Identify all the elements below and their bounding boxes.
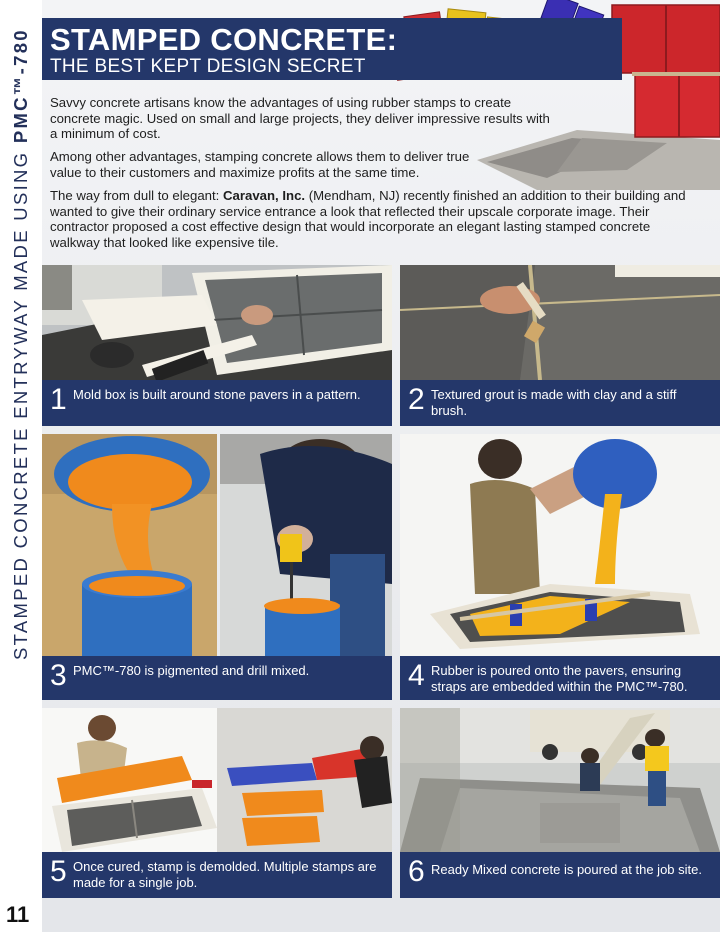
main-content: [42, 0, 720, 932]
step-4-number: 4: [408, 659, 425, 692]
step-4-text: Rubber is poured onto the pavers, ensuring straps are embedded within the PMC™-780.: [431, 663, 688, 694]
step-6-number: 6: [408, 855, 425, 888]
step-1-number: 1: [50, 383, 67, 416]
step-2-number: 2: [408, 383, 425, 416]
intro-paragraph-1: Savvy concrete artisans know the advantages of using rubber stamps to create concrete magic. Used on small and large projects, they deliver impressive results with a minimum of cost.: [50, 95, 550, 141]
page-number: 11: [6, 902, 30, 927]
sidebar: [0, 0, 42, 932]
photo-step-2: [400, 265, 720, 380]
intro-paragraph-2: Among other advantages, stamping concrete allows them to deliver true value to their customers and maximize profits at the same time.: [50, 149, 470, 180]
step-5-text: Once cured, stamp is demolded. Multiple stamps are made for a single job.: [73, 859, 377, 890]
caption-step-4: [400, 656, 720, 700]
step-3-text: PMC™-780 is pigmented and drill mixed.: [73, 663, 310, 678]
photo-step-3-pour: [42, 434, 217, 656]
step-6-text: Ready Mixed concrete is poured at the job site.: [431, 862, 702, 877]
caption-step-3: [42, 656, 392, 700]
vertical-title: [10, 10, 32, 660]
step-3-number: 3: [50, 659, 67, 692]
photo-step-4: [400, 434, 720, 656]
intro-p3-rest: (Mendham, NJ) recently finished an addition to their building and wanted to give their ordinary service entrance a look that reflected their upscale corporate image. Their contractor proposed a cost effective design that would incorporate an elegant lasting stamped concrete walkway that looked like expensive tile.: [50, 188, 686, 250]
vertical-title-main: STAMPED CONCRETE ENTRYWAY MADE USING: [10, 143, 31, 660]
page-title: STAMPED CONCRETE:: [50, 22, 398, 57]
caption-step-2: [400, 380, 720, 426]
step-5-number: 5: [50, 855, 67, 888]
intro-p3-lead: The way from dull to elegant:: [50, 188, 223, 203]
step-2-text: Textured grout is made with clay and a stiff brush.: [431, 387, 677, 418]
title-banner: [42, 18, 622, 80]
step-1-text: Mold box is built around stone pavers in a pattern.: [73, 387, 361, 402]
caption-step-5: [42, 852, 392, 898]
vertical-title-product: PMC™-780: [10, 28, 31, 144]
photo-step-1: [42, 265, 392, 380]
intro-p3-company: Caravan, Inc.: [223, 188, 306, 203]
photo-step-6: [400, 708, 720, 852]
intro-paragraph-3: [50, 188, 690, 250]
photo-step-5: [42, 708, 392, 852]
caption-step-6: [400, 852, 720, 898]
photo-step-3-mix: [220, 434, 392, 656]
caption-step-1: [42, 380, 392, 426]
page-subtitle: THE BEST KEPT DESIGN SECRET: [50, 56, 366, 77]
